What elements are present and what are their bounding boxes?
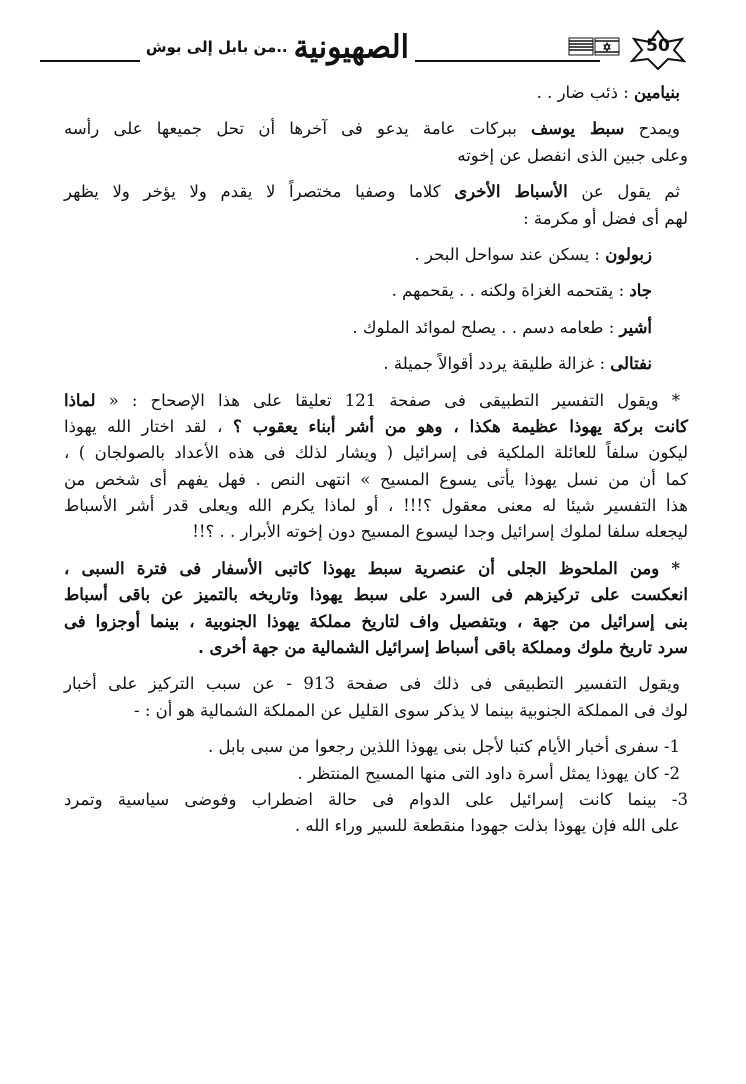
text-line: وعلى جبين الذى انفصل عن إخوته xyxy=(457,145,688,165)
text-line: انعكست على تركيزهم فى السرد على سبط يهوذا وتاريخه بالتميز عن باقى أسباط xyxy=(64,585,688,605)
running-title xyxy=(140,30,415,64)
text-line: لهم أى فضل أو مكرمة : xyxy=(523,208,688,228)
text-line: سرد تاريخ ملوك ومملكة باقى أسباط إسرائيل الشمالية من جهة أخرى . xyxy=(198,638,688,658)
tribe-name: أشير xyxy=(619,317,652,337)
tribe-description: : يقتحمه الغزاة ولكنه . . يقحمهم . xyxy=(391,281,630,301)
numbered-list xyxy=(64,734,688,840)
bold-phrase: الأسباط الأخرى xyxy=(454,182,568,202)
paragraph-observation xyxy=(64,556,688,662)
text-run: ، لقد اختار الله يهوذا xyxy=(64,416,233,436)
paragraph-joseph xyxy=(64,116,688,169)
text-line: ليكون سلفاً للعائلة الملكية فى إسرائيل ( ويشار لذلك فى هذه الأعداد بالصولجان ) ، xyxy=(64,443,688,463)
tribe-description: : ذئب ضار . . xyxy=(536,83,635,102)
page-body xyxy=(64,80,688,850)
text-line: ويقول التفسير التطبيقى فى ذلك فى صفحة 913 - عن سبب التركيز على أخبار xyxy=(64,674,680,694)
tribe-description: : غزالة طليقة يردد أقوالاً جميلة . xyxy=(383,354,611,374)
flags-icon xyxy=(568,36,620,58)
bold-phrase: كانت بركة يهوذا عظيمة هكذا ، وهو من أشر أبناء يعقوب ؟ xyxy=(232,416,688,436)
page-header xyxy=(40,30,690,70)
text-line: هذا التفسير شيئا له معنى معقول ؟!!! ، أو لماذا يكرم الله ويعلى قدر أشر الأسباط xyxy=(64,496,688,516)
tribe-description: : طعامه دسم . . يصلح لموائد الملوك . xyxy=(352,317,620,337)
list-item-continuation: على الله فإن يهوذا بذلت جهودا منقطعة للسير وراء الله . xyxy=(294,816,680,836)
bold-phrase: سبط يوسف xyxy=(531,119,625,139)
list-item: 3- بينما كانت إسرائيل على الدوام فى حالة اضطراب وفوضى سياسية وتمرد xyxy=(64,789,688,809)
paragraph-gad xyxy=(64,278,688,304)
tribe-name: جاد xyxy=(629,281,652,301)
paragraph-other-tribes xyxy=(64,179,688,232)
list-item: 2- كان يهوذا يمثل أسرة داود التى منها المسيح المنتظر . xyxy=(297,763,680,783)
paragraph-commentary-121 xyxy=(64,388,688,546)
tribe-name: نفتالى xyxy=(610,354,652,374)
text-line: ليجعله سلفا لملوك إسرائيل وجدا ليسوع المسيح دون إخوته الأبرار . . ؟!! xyxy=(192,522,688,542)
paragraph-commentary-913 xyxy=(64,671,688,724)
text-line: كما أن من نسل يهوذا يأتى يسوع المسيح » انتهى النص . فهل يفهم أى شخص من xyxy=(64,469,688,489)
tribe-name: زبولون xyxy=(605,244,652,264)
text-run: ويمدح xyxy=(624,119,681,139)
paragraph-asher xyxy=(64,315,688,341)
paragraph-benjamin xyxy=(64,80,688,106)
list-item: 1- سفرى أخبار الأيام كتبا لأجل بنى يهوذا اللذين رجعوا من سبى بابل . xyxy=(208,737,680,757)
text-run: * ويقول التفسير التطبيقى فى صفحة 121 تعليقا على هذا الإصحاح : « xyxy=(95,390,681,410)
text-line: لوك فى المملكة الجنوبية بينما لا يذكر سوى القليل عن المملكة الشمالية هو أن : - xyxy=(134,700,688,720)
text-run: ببركات عامة يدعو فى آخرها أن تحل جميعها على رأسه xyxy=(64,119,532,139)
tribe-name: بنيامين xyxy=(634,83,680,102)
tribe-description: : يسكن عند سواحل البحر . xyxy=(414,244,606,264)
text-run: ثم يقول عن xyxy=(567,182,680,202)
book-title: الصهيونية xyxy=(293,28,409,66)
bold-phrase: لماذا xyxy=(64,390,96,410)
page-number: 50 xyxy=(646,36,670,56)
book-subtitle: ..من بابل إلى بوش xyxy=(145,38,288,56)
text-line: * ومن الملحوظ الجلى أن عنصرية سبط يهوذا كاتبى الأسفار فى فترة السبى ، xyxy=(64,558,680,578)
text-run: كلاما وصفيا مختصراً لا يقدم ولا يؤخر ولا يظهر xyxy=(64,182,455,202)
paragraph-naphtali xyxy=(64,351,688,377)
text-line: بنى إسرائيل من جهة ، وبتفصيل واف لتاريخ مملكة يهوذا الجنوبية ، بينما أوجزوا فى xyxy=(64,611,688,631)
paragraph-zebulun xyxy=(64,242,688,268)
